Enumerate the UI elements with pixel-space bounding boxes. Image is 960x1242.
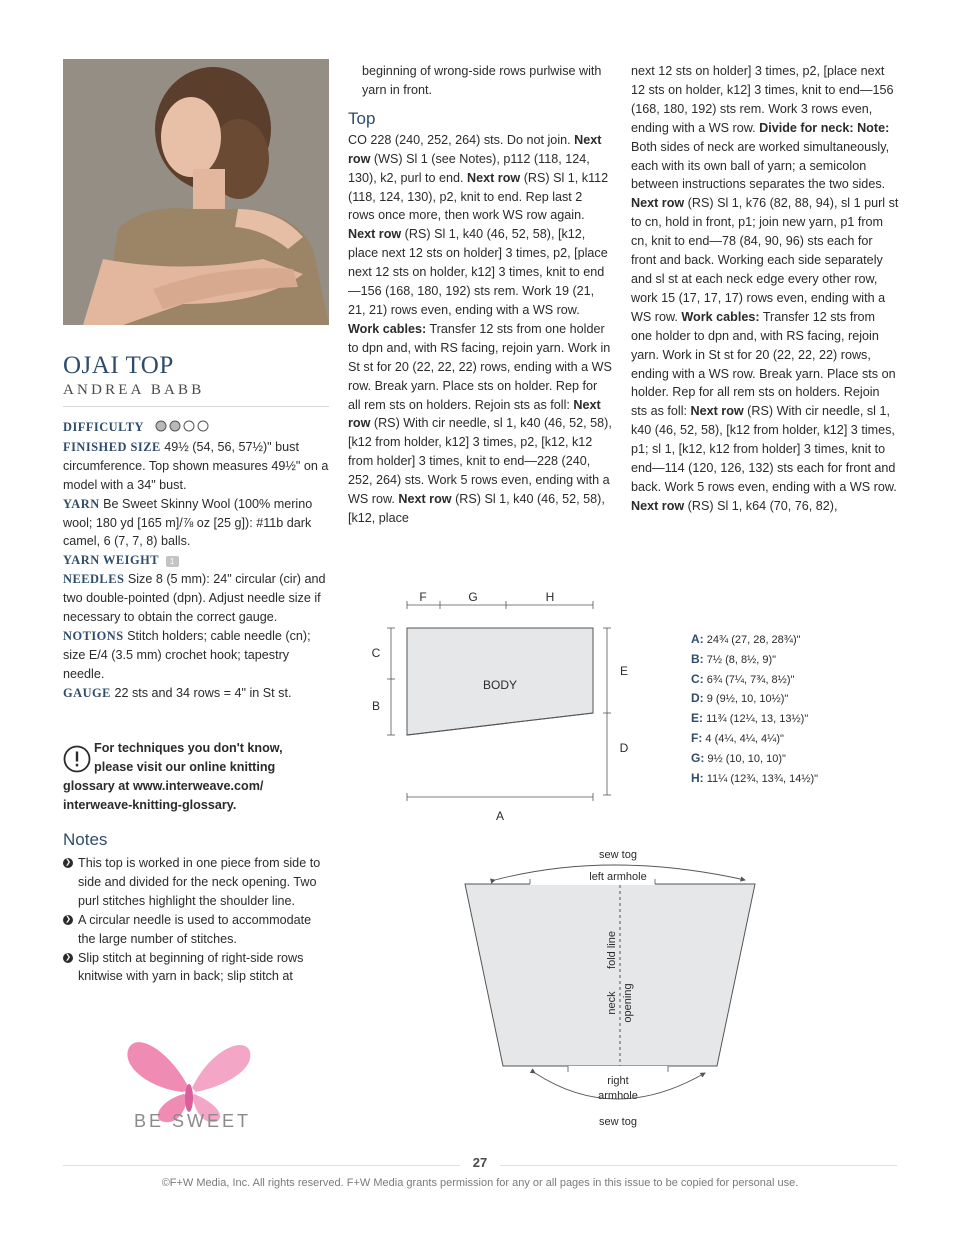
instructions-column-3 bbox=[631, 62, 899, 516]
difficulty-circle-filled bbox=[170, 421, 180, 431]
sew-tog-bottom-label: sew tog bbox=[599, 1116, 637, 1128]
gauge-text: 22 sts and 34 rows = 4" in St st. bbox=[114, 685, 292, 700]
difficulty-rating bbox=[155, 419, 215, 438]
body-label: BODY bbox=[482, 678, 518, 692]
sew-tog-top-label: sew tog bbox=[599, 849, 637, 861]
title-divider bbox=[63, 406, 329, 407]
notes-title: Notes bbox=[63, 830, 108, 849]
measurement-row bbox=[691, 749, 818, 769]
measurement-key: D: bbox=[691, 691, 704, 706]
instruction-label: Divide for neck: Note: bbox=[759, 120, 890, 135]
finished-size-row bbox=[63, 438, 331, 495]
note-item bbox=[63, 911, 331, 949]
dim-label-b: B bbox=[371, 699, 381, 713]
measurement-key: C: bbox=[691, 671, 704, 686]
needles-label: NEEDLES bbox=[63, 572, 125, 587]
measurement-key: G: bbox=[691, 750, 705, 765]
instruction-text: (RS) Sl 1, k112 (118, 124, 130), p2, knit to end. Rep last 2 rows once more, then work WS row again. bbox=[348, 170, 609, 223]
measurement-row bbox=[691, 670, 818, 690]
fold-line-label: fold line bbox=[606, 931, 618, 969]
instruction-label: Next row bbox=[398, 492, 452, 507]
measurement-row bbox=[691, 729, 818, 749]
right-label: right bbox=[607, 1075, 629, 1087]
measurement-value: 9 (9½, 10, 10½)" bbox=[706, 693, 789, 706]
instruction-text: (RS) Sl 1, k76 (82, 88, 94), sl 1 purl st to cn, hold in front, p1; join new yarn, p1 from cn, knit to end—78 (84, 90, 96) sts each for front and back. Working each side separately and sl st at each neck edge every other row, work 15 (17, 17, 17) rows even, ending with a WS row. bbox=[631, 196, 899, 324]
title-block bbox=[63, 352, 329, 407]
measurement-key: E: bbox=[691, 711, 703, 726]
instructions-column-2 bbox=[348, 62, 612, 528]
notes-section bbox=[63, 829, 331, 986]
assembly-diagram bbox=[455, 845, 765, 1135]
pattern-title: OJAI TOP bbox=[63, 352, 174, 379]
instruction-text: next 12 sts on holder] 3 times, p2, [place next 12 sts on holder, k12] 3 times, knit to end—156 (168, 180, 192) sts rem. Work 3 rows even, ending with a WS row. bbox=[631, 64, 894, 135]
difficulty-circle-empty bbox=[198, 421, 208, 431]
top-heading: Top bbox=[348, 108, 376, 128]
instruction-label: Next row bbox=[348, 132, 602, 166]
difficulty-row bbox=[63, 418, 331, 438]
dim-label-c: C bbox=[371, 646, 381, 660]
exclamation-circle-icon bbox=[63, 745, 91, 773]
specs-block bbox=[63, 418, 331, 703]
instruction-text: Transfer 12 sts from one holder to dpn and, with RS facing, rejoin yarn. Work in St st for 20 (22, 22, 22) rows, ending with a WS row. Break yarn. Place sts on holder. Rep for all rem sts on holders. Rejoin sts as foll: bbox=[631, 309, 896, 419]
measurement-value: 4 (4¼, 4¼, 4¼)" bbox=[705, 732, 784, 745]
model-photo bbox=[63, 59, 329, 325]
difficulty-circles-icon bbox=[155, 420, 215, 432]
instruction-text: (WS) Sl 1 (see Notes), p112 (118, 124, 130), k2, purl to end. bbox=[348, 151, 590, 185]
note-text: This top is worked in one piece from side to side and divided for the neck opening. Two purl stitches highlight the shoulder line. bbox=[78, 856, 321, 908]
instruction-label: Work cables: bbox=[348, 321, 427, 336]
dim-label-e: E bbox=[619, 664, 629, 678]
yarn-text: Be Sweet Skinny Wool (100% merino wool; 180 yd [165 m]/⅞ oz [25 g]): #11b dark camel, 6 (7, 7, 8) balls. bbox=[63, 496, 313, 549]
measurement-row bbox=[691, 650, 818, 670]
needles-row bbox=[63, 570, 331, 627]
designer-name: ANDREA BABB bbox=[63, 382, 205, 398]
note-item bbox=[63, 854, 331, 911]
measurement-row bbox=[691, 709, 818, 729]
continued-note-text: beginning of wrong-side rows purlwise with yarn in front. bbox=[362, 64, 602, 97]
top-instructions bbox=[348, 131, 612, 528]
copyright-notice: ©F+W Media, Inc. All rights reserved. F+W Media grants permission for any or all pages in this issue to be copied for personal use. bbox=[161, 1177, 799, 1189]
techniques-tip bbox=[63, 739, 331, 815]
dim-label-h: H bbox=[545, 590, 555, 604]
instruction-label: Next row bbox=[467, 170, 521, 185]
measurement-value: 7½ (8, 8½, 9)" bbox=[706, 653, 777, 666]
instruction-label: Next row bbox=[348, 227, 402, 242]
measurement-row bbox=[691, 630, 818, 650]
note-text: A circular needle is used to accommodate the large number of stitches. bbox=[78, 912, 312, 946]
measurement-key: B: bbox=[691, 651, 704, 666]
instruction-text: (RS) Sl 1, k40 (46, 52, 58), [k12, place bbox=[348, 492, 605, 525]
tip-line-1: For techniques you don't know, bbox=[94, 741, 283, 755]
instruction-label: Work cables: bbox=[681, 309, 760, 324]
measurement-key: A: bbox=[691, 632, 704, 646]
measurement-value: 11¾ (12¼, 13, 13½)" bbox=[706, 713, 809, 726]
page-number: 27 bbox=[460, 1155, 500, 1170]
instruction-label: Next row bbox=[631, 498, 685, 513]
yarn-label: YARN bbox=[63, 496, 100, 511]
measurement-row bbox=[691, 689, 818, 709]
instruction-label: Next row bbox=[348, 397, 601, 431]
measurement-value: 9½ (10, 10, 10)" bbox=[707, 752, 786, 765]
yarn-weight-row bbox=[63, 551, 331, 570]
instruction-text: (RS) Sl 1, k40 (46, 52, 58), [k12, place next 12 sts on holder] 3 times, p2, [place next 12 sts on holder, k12] 3 times, knit to end—156 (168, 180, 192) sts rem. Work 19 (21, 21, 21) rows even, ending with a WS row. bbox=[348, 227, 608, 317]
yarn-weight-badge-icon: 1 bbox=[166, 556, 179, 567]
gauge-row bbox=[63, 684, 331, 703]
note-item bbox=[63, 949, 331, 987]
body-schematic bbox=[360, 585, 660, 825]
notions-text: Stitch holders; cable needle (cn); size E/4 (3.5 mm) crochet hook; tapestry needle. bbox=[63, 628, 311, 681]
finished-size-text: 49½ (54, 56, 57½)" bust circumference. Top shown measures 49½" on a model with a 34" bust. bbox=[63, 439, 329, 492]
tip-line-2: please visit our online knitting bbox=[94, 759, 276, 774]
instruction-text: Both sides of neck are worked simultaneously, each with its own ball of yarn; a semicolon between instructions separates the two sides. bbox=[631, 139, 890, 192]
instruction-text: (RS) With cir needle, sl 1, k40 (46, 52, 58), [k12 from holder, k12] 3 times, p2, [k12, k12 from holder] 3 times, knit to end—228 (240, 252, 264) sts. Work 5 rows even, ending with a WS row. bbox=[348, 416, 612, 507]
note-text: Slip stitch at beginning of right-side rows knitwise with yarn in back; slip stitch at bbox=[78, 950, 304, 984]
instruction-label: Next row bbox=[690, 404, 744, 419]
tip-link-line-4[interactable]: interweave-knitting-glossary. bbox=[63, 797, 237, 812]
notes-list bbox=[63, 854, 331, 986]
instruction-text: (RS) Sl 1, k64 (70, 76, 82), bbox=[684, 498, 838, 513]
measurement-key: H: bbox=[691, 770, 704, 785]
instruction-text: (RS) With cir needle, sl 1, k40 (46, 52, 58), [k12 from holder, k12] 3 times, p1; sl 1, [k12, k12 from holder] 3 times, knit to end—114 (120, 126, 132) sts each for front and back. Work 5 rows even, ending with a WS row. bbox=[631, 404, 897, 494]
instruction-text: CO 228 (240, 252, 264) sts. Do not join. bbox=[348, 132, 571, 147]
instruction-label: Next row bbox=[631, 196, 685, 211]
opening-label: opening bbox=[622, 983, 634, 1023]
finished-size-label: FINISHED SIZE bbox=[63, 439, 161, 454]
dim-label-f: F bbox=[419, 590, 427, 604]
difficulty-circle-empty bbox=[184, 421, 194, 431]
chevron-bullet-icon: ❯ bbox=[63, 858, 73, 868]
needles-text: Size 8 (5 mm): 24" circular (cir) and two double-pointed (dpn). Adjust needle size if necessary to obtain the correct gauge. bbox=[63, 572, 326, 625]
measurement-value: 24¾ (27, 28, 28¾)" bbox=[706, 634, 801, 646]
dim-label-a: A bbox=[495, 809, 505, 823]
dim-label-d: D bbox=[619, 741, 629, 755]
notions-row bbox=[63, 627, 331, 684]
left-armhole-label: left armhole bbox=[589, 871, 647, 883]
gauge-label: GAUGE bbox=[63, 685, 111, 700]
yarn-weight-label: YARN WEIGHT bbox=[63, 553, 160, 568]
chevron-bullet-icon: ❯ bbox=[63, 915, 73, 925]
neck-label: neck bbox=[606, 991, 618, 1015]
armhole-label: armhole bbox=[598, 1090, 638, 1102]
tip-link-line-3[interactable]: glossary at www.interweave.com/ bbox=[63, 778, 264, 793]
notions-label: NOTIONS bbox=[63, 628, 124, 643]
chevron-bullet-icon: ❯ bbox=[63, 953, 73, 963]
dim-label-g: G bbox=[468, 590, 478, 604]
measurement-row bbox=[691, 769, 818, 789]
yarn-row bbox=[63, 495, 331, 552]
measurement-value: 6¾ (7¼, 7¾, 8½)" bbox=[706, 673, 795, 686]
measurements-list bbox=[691, 630, 818, 788]
measurement-key: F: bbox=[691, 730, 703, 745]
difficulty-label: DIFFICULTY bbox=[63, 420, 144, 434]
model-photo-illustration bbox=[63, 59, 329, 325]
instruction-text: Transfer 12 sts from one holder to dpn and, with RS facing, rejoin yarn. Work in St st for 20 (22, 22, 22) rows, ending with a WS row. Break yarn. Place sts on holder. Rep for all rem sts on holders. Rejoin sts as foll: bbox=[348, 321, 612, 412]
difficulty-circle-filled bbox=[156, 421, 166, 431]
logo-text: BE SWEET bbox=[134, 1111, 252, 1131]
measurement-value: 11¼ (12¾, 13¾, 14½)" bbox=[706, 772, 819, 785]
